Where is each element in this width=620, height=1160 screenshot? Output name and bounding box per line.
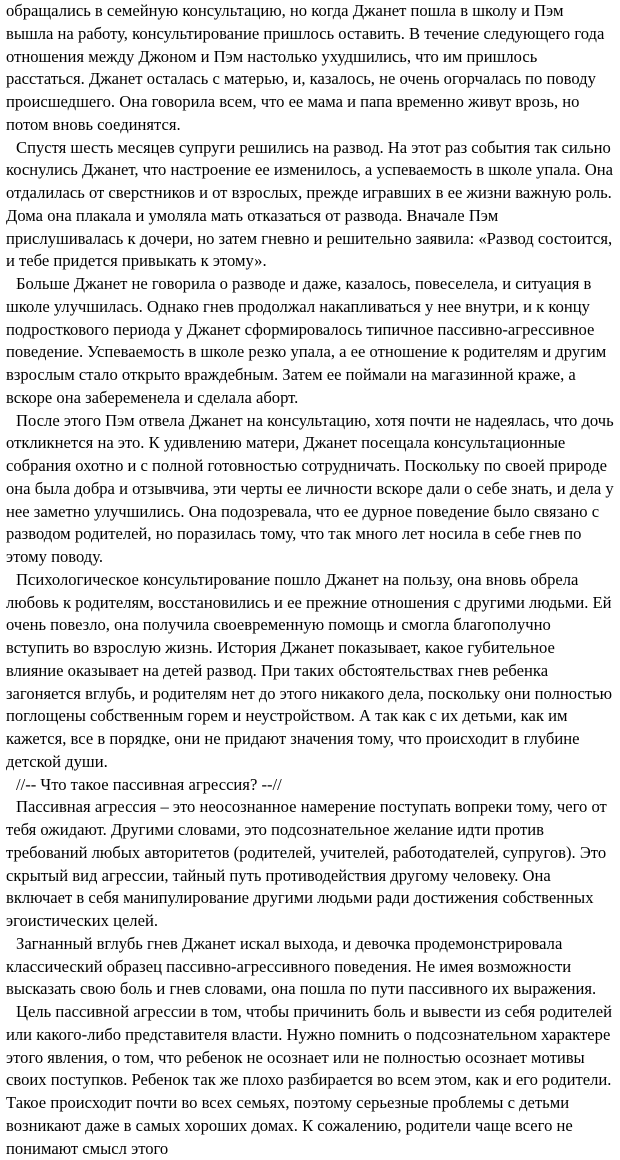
paragraph-consultation-result: После этого Пэм отвела Джанет на консультацию, хотя почти не надеялась, что дочь откликнется на это. К удивлению матери, Джанет посещала консультационные собрания охотно и с полной готовностью сотрудничать. Поскольку по своей природе она была добра и отзывчива, эти черты ее личности вскоре дали о себе знать, и дела у нее заметно улучшились. Она подозревала, что ее дурное поведение было связано с разводом родителей, но поразилась тому, что так много лет носила в себе гнев по этому поводу. — [6, 410, 614, 566]
paragraph-divorce: Спустя шесть месяцев супруги решились на развод. На этот раз события так сильно коснулись Джанет, что настроение ее изменилось, а успеваемость в школе упала. Она отдалилась от сверстников и от взрослых, прежде игравших в ее жизни важную роль. Дома она плакала и умоляла мать отказаться от развода. Вначале Пэм прислушивалась к дочери, но затем гневно и решительно заявила: «Развод состоится, и тебе придется привыкать к этому». — [6, 137, 613, 271]
section-heading: //-- Что такое пассивная агрессия? --// — [16, 774, 282, 794]
paragraph-goal-of-passive-aggression: Цель пассивной агрессии в том, чтобы причинить боль и вывести из себя родителей или какого-либо представителя власти. Нужно помнить о подсознательном характере этого явления, о том, что ребенок не осознает или не полностью осознает мотивы своих поступков. Ребенок так же плохо разбирается во всем этом, как и его родители. Такое происходит почти во всех семьях, поэтому серьезные проблемы с детьми возникают даже в самых хороших домах. К сожалению, родители чаще всего не понимают смысл этого — [6, 1002, 612, 1158]
paragraph-consultation-intro: обращались в семейную консультацию, но когда Джанет пошла в школу и Пэм вышла на работу, консультирование пришлось оставить. В течение следующего года отношения между Джоном и Пэм настолько ухудшились, что им пришлось расстаться. Джанет осталась с матерью, и, казалось, не очень огорчалась по поводу происшедшего. Она говорила всем, что ее мама и папа временно живут врозь, но потом вновь соединятся. — [6, 1, 605, 134]
paragraph-passive-aggression-definition: Пассивная агрессия – это неосознанное намерение поступать вопреки тому, чего от тебя ожидают. Другими словами, это подсознательное желание идти против требований любых авторитетов (родителей, учителей, работодателей, супругов). Это скрытый вид агрессии, тайный путь противодействия другому человеку. Она включает в себя манипулирование другими людьми ради достижения собственных эгоистических целей. — [6, 797, 607, 930]
paragraph-anger-accumulation: Больше Джанет не говорила о разводе и даже, казалось, повеселела, и ситуация в школе улучшилась. Однако гнев продолжал накапливаться у нее внутри, и к концу подросткового периода у Джанет сформировалось типичное пассивно-агрессивное поведение. Успеваемость в школе резко упала, а ее отношение к родителям и другим взрослым стало открыто враждебным. Затем ее поймали на магазинной краже, а вскоре она забеременела и сделала аборт. — [6, 274, 607, 407]
paragraph-counseling-benefit: Психологическое консультирование пошло Джанет на пользу, она вновь обрела любовь к родителям, восстановились и ее прежние отношения с другими людьми. Ей очень повезло, она получила своевременную помощь и смогла благополучно вступить во взрослую жизнь. История Джанет показывает, какое губительное влияние оказывает на детей развод. При таких обстоятельствах гнев ребенка загоняется вглубь, и родителям нет до этого никакого дела, поскольку они полностью поглощены собственным горем и неустройством. А так как с их детьми, как им кажется, все в порядке, они не придают значения тому, что происходит в глубине детской души. — [6, 569, 613, 771]
document-page — [6, 0, 614, 1160]
paragraph-janet-example: Загнанный вглубь гнев Джанет искал выхода, и девочка продемонстрировала классический образец пассивно-агрессивного поведения. Не имея возможности высказать свою боль и гнев словами, она пошла по пути пассивного их выражения. — [6, 933, 597, 999]
